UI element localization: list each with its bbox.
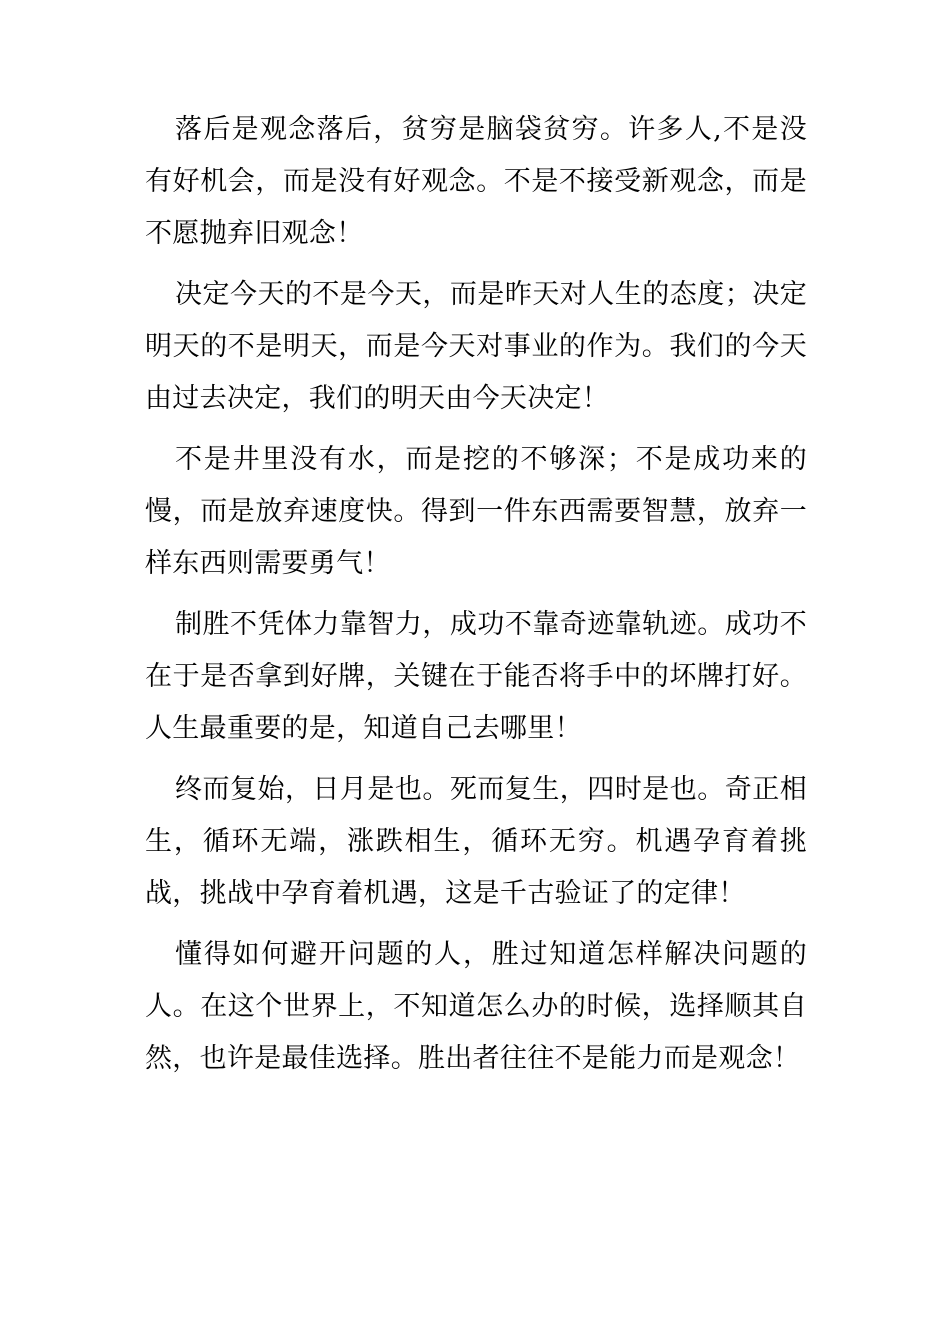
paragraph-6: 懂得如何避开问题的人，胜过知道怎样解决问题的人。在这个世界上，不知道怎么办的时候，选择顺其自然，也许是最佳选择。胜出者往往不是能力而是观念！ — [145, 939, 807, 1074]
paragraph-3: 不是井里没有水，而是挖的不够深；不是成功来的慢，而是放弃速度快。得到一件东西需要智慧，放弃一样东西则需要勇气！ — [145, 444, 807, 579]
document-body — [145, 104, 807, 1094]
paragraph-2: 决定今天的不是今天，而是昨天对人生的态度；决定明天的不是明天，而是今天对事业的作为。我们的今天由过去决定，我们的明天由今天决定！ — [145, 279, 807, 414]
paragraph-4: 制胜不凭体力靠智力，成功不靠奇迹靠轨迹。成功不在于是否拿到好牌，关键在于能否将手中的坏牌打好。人生最重要的是，知道自己去哪里！ — [145, 609, 807, 744]
paragraph-5: 终而复始，日月是也。死而复生，四时是也。奇正相生，循环无端，涨跌相生，循环无穷。机遇孕育着挑战，挑战中孕育着机遇，这是千古验证了的定律！ — [145, 774, 807, 909]
paragraph-1: 落后是观念落后，贫穷是脑袋贫穷。许多人,不是没有好机会，而是没有好观念。不是不接受新观念，而是不愿抛弃旧观念！ — [145, 114, 807, 249]
